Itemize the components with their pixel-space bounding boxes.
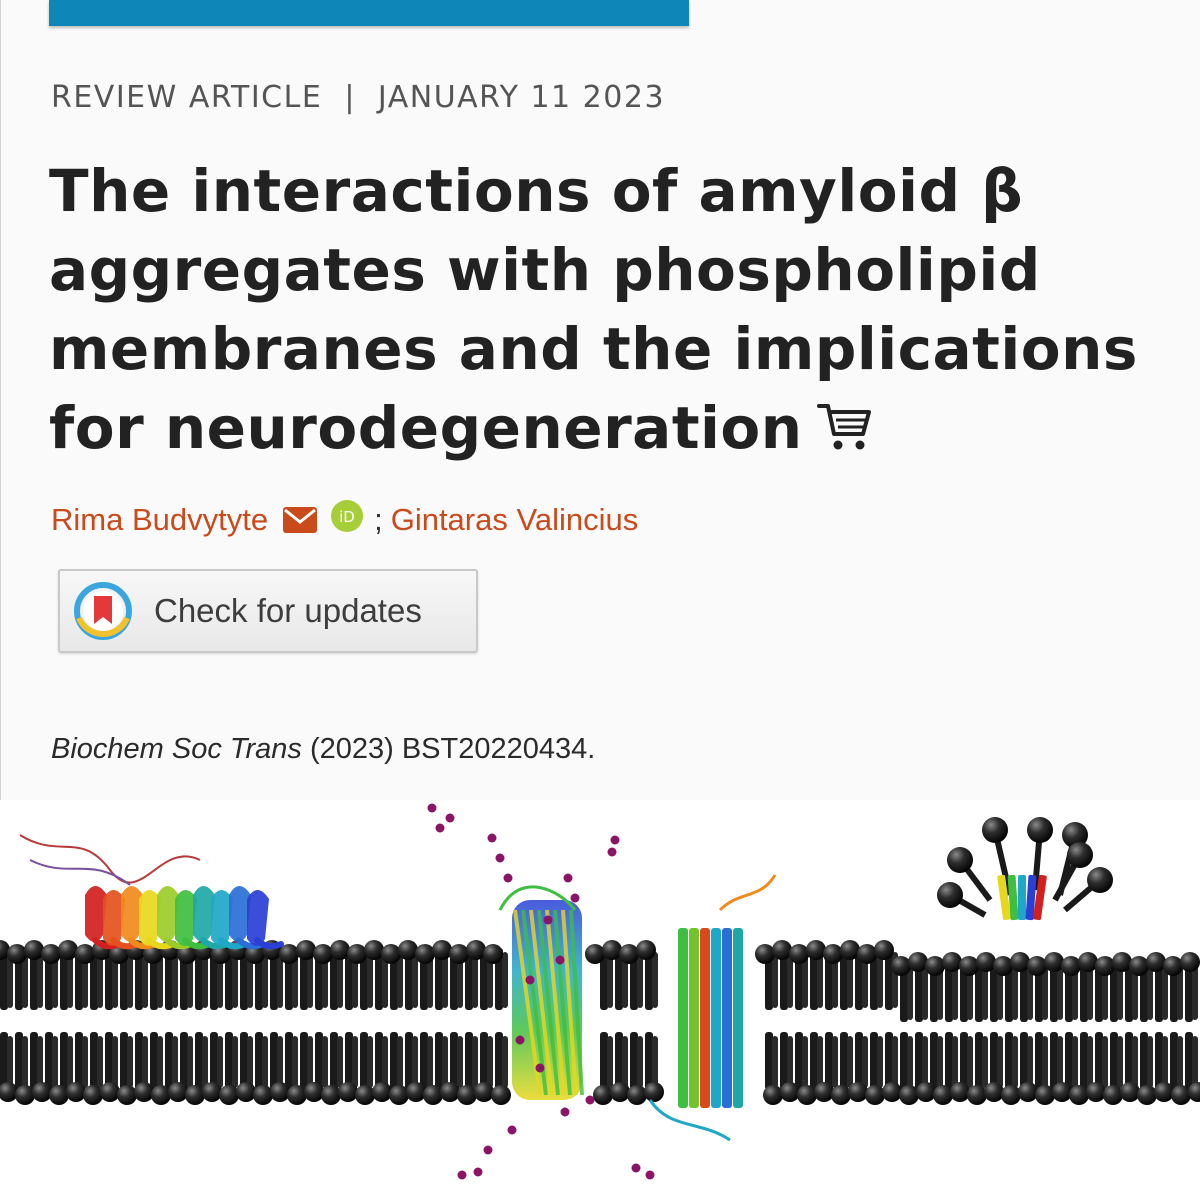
article-meta bbox=[51, 80, 665, 120]
meta-separator: | bbox=[344, 80, 356, 115]
check-for-updates-label: Check for updates bbox=[154, 592, 422, 629]
svg-text:iD: iD bbox=[339, 508, 355, 526]
protein-fibril-left bbox=[20, 835, 281, 946]
citation bbox=[51, 733, 595, 766]
header-bar bbox=[49, 0, 689, 26]
author-link-valincius[interactable]: Gintaras Valincius bbox=[390, 502, 639, 537]
lipid-bilayer bbox=[0, 940, 1200, 1105]
orcid-icon[interactable] bbox=[330, 499, 364, 533]
crossmark-icon bbox=[72, 580, 134, 642]
cart-icon[interactable] bbox=[817, 400, 873, 452]
article-title bbox=[49, 152, 1159, 468]
membrane-illustration bbox=[0, 800, 1200, 1200]
surface-aggregate bbox=[937, 817, 1113, 920]
author-link-budvytyte[interactable]: Rima Budvytyte bbox=[51, 502, 269, 537]
author-list bbox=[51, 498, 638, 542]
author-separator: ; bbox=[374, 502, 383, 537]
publication-date: JANUARY 11 2023 bbox=[377, 80, 666, 115]
mail-icon[interactable] bbox=[282, 506, 318, 534]
journal-name: Biochem Soc Trans bbox=[51, 733, 302, 765]
article-type: REVIEW ARTICLE bbox=[51, 80, 323, 115]
citation-details: (2023) BST20220434. bbox=[301, 733, 596, 765]
article-title-text: The interactions of amyloid β aggregates with phospholipid membranes and the implications for neurodegeneration bbox=[49, 157, 1138, 462]
protein-channel bbox=[650, 875, 775, 1140]
check-for-updates-button[interactable] bbox=[58, 569, 478, 653]
